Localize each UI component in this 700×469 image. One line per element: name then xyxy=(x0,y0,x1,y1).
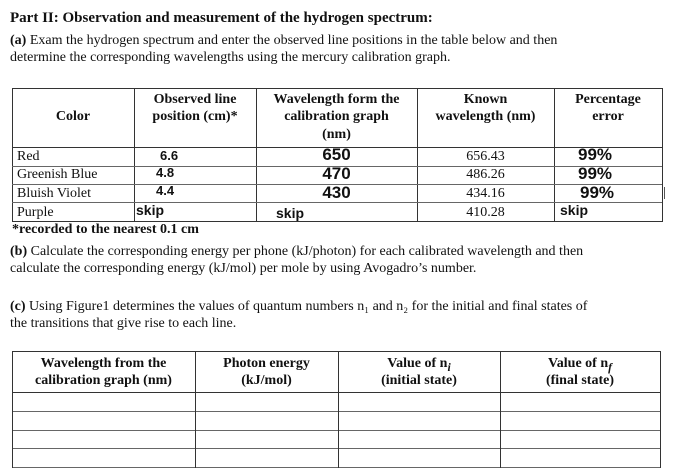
header-wavelength-1: Wavelength form the xyxy=(273,92,400,107)
row-greenish-blue-wavelength: 470 xyxy=(322,164,351,183)
header-nf-label: Value of n xyxy=(547,356,609,371)
row-red-wavelength: 650 xyxy=(322,145,351,164)
header-nf-sub: f xyxy=(608,360,613,374)
part-a-label: (a) xyxy=(10,33,27,48)
row-red-known: 656.43 xyxy=(466,149,505,164)
row-purple-color: Purple xyxy=(17,205,54,220)
header-ni-sub: i xyxy=(447,360,451,374)
row-bluish-violet-known: 434.16 xyxy=(466,186,505,201)
part-b-label: (b) xyxy=(10,244,28,259)
row-bluish-violet-observed: 4.4 xyxy=(156,183,175,198)
header-wl-2: calibration graph (nm) xyxy=(35,373,172,388)
part-title: Part II: Observation and measurement of the hydrogen spectrum: xyxy=(10,10,433,26)
part-b-line2: calculate the corresponding energy (kJ/mol) per mole by using Avogadro’s number. xyxy=(10,261,477,276)
part-a-text xyxy=(10,32,557,49)
header-percent-1: Percentage xyxy=(575,92,641,107)
header-nf-2: (final state) xyxy=(545,373,615,388)
part-c-line1: Using Figure1 determines the values of quantum numbers n₁ and n₂ for the initial and final states of xyxy=(29,299,588,314)
header-ni-2: (initial state) xyxy=(381,373,457,388)
row-red-observed: 6.6 xyxy=(160,148,179,163)
part-b-line1: Calculate the corresponding energy per phone (kJ/photon) for each calibrated wavelength and then xyxy=(30,244,584,259)
row-greenish-blue-error: 99% xyxy=(578,164,613,183)
row-purple-observed: skip xyxy=(136,202,165,218)
header-observed-2: position (cm)* xyxy=(152,109,238,124)
row-red-error: 99% xyxy=(578,145,613,164)
row-bluish-violet-error: 99% xyxy=(580,183,615,202)
row-bluish-violet-color: Bluish Violet xyxy=(17,186,91,201)
part-a-line2: determine the corresponding wavelengths using the mercury calibration graph. xyxy=(10,50,451,65)
header-observed-1: Observed line xyxy=(153,92,237,107)
header-pe-2: (kJ/mol) xyxy=(241,373,292,388)
row-greenish-blue-observed: 4.8 xyxy=(156,165,175,180)
header-known-1: Known xyxy=(463,92,508,107)
header-wavelength-2: calibration graph xyxy=(284,109,389,124)
row-greenish-blue-color: Greenish Blue xyxy=(17,167,98,182)
part-b-text xyxy=(10,243,583,260)
row-greenish-blue-known: 486.26 xyxy=(466,167,505,182)
row-purple-known: 410.28 xyxy=(466,205,505,220)
table1-footnote: *recorded to the nearest 0.1 cm xyxy=(12,222,199,237)
header-pe-1: Photon energy xyxy=(223,356,310,371)
row-red-color: Red xyxy=(17,149,40,164)
part-c-text xyxy=(10,298,587,315)
part-c-label: (c) xyxy=(10,299,26,314)
part-c-line2: the transitions that give rise to each line. xyxy=(10,316,237,331)
header-wl-1: Wavelength from the xyxy=(40,356,167,371)
header-percent-2: error xyxy=(592,109,624,124)
header-wavelength-3: (nm) xyxy=(322,127,351,142)
row-bluish-violet-wavelength: 430 xyxy=(322,183,351,202)
header-color: Color xyxy=(55,109,91,124)
header-ni-label: Value of n xyxy=(387,356,448,371)
header-known-2: wavelength (nm) xyxy=(435,109,536,124)
row-purple-wavelength: skip xyxy=(276,205,305,221)
row-purple-error: skip xyxy=(560,202,589,218)
part-a-line1: Exam the hydrogen spectrum and enter the observed line positions in the table below and then xyxy=(29,33,558,48)
